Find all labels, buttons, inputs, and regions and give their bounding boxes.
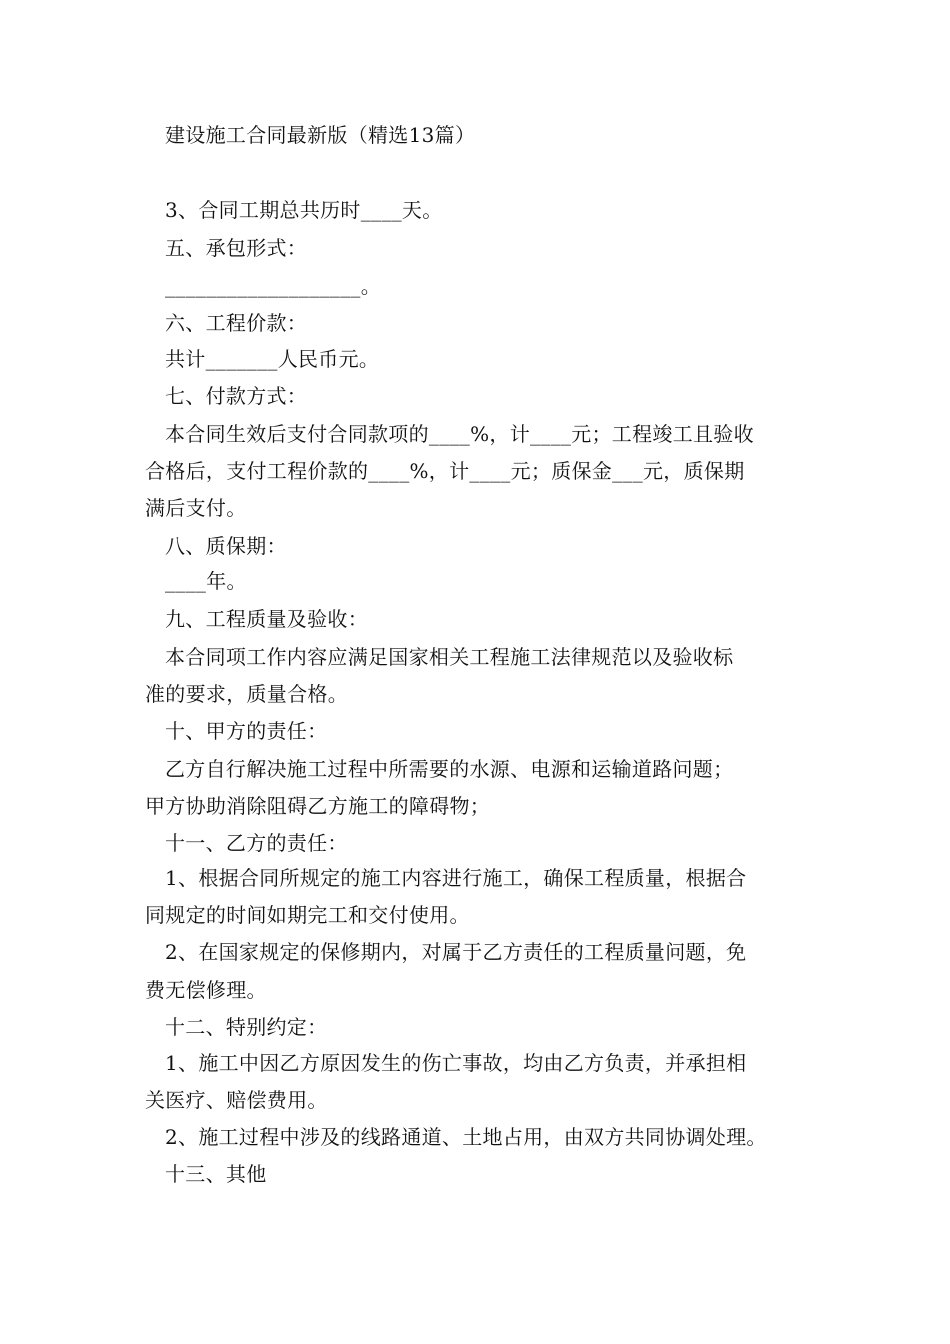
section-heading-warranty: 八、质保期： <box>165 534 287 558</box>
document-title: 建设施工合同最新版（精选13篇） <box>165 123 476 147</box>
clause-total-price: 共计_______人民币元。 <box>165 347 380 371</box>
blank-contract-form: ___________________。 <box>165 274 381 298</box>
paragraph-party-b-1-line-2: 同规定的时间如期完工和交付使用。 <box>145 903 470 927</box>
clause-duration: 3、合同工期总共历时____天。 <box>165 198 443 222</box>
section-heading-contract-form: 五、承包形式： <box>165 236 308 260</box>
section-heading-party-a: 十、甲方的责任： <box>165 719 328 743</box>
paragraph-party-b-2-line-1: 2、在国家规定的保修期内，对属于乙方责任的工程质量问题，免 <box>165 940 747 964</box>
paragraph-payment-line-2: 合格后，支付工程价款的____%，计____元；质保金___元，质保期 <box>145 459 745 483</box>
paragraph-special-2: 2、施工过程中涉及的线路通道、土地占用，由双方共同协调处理。 <box>165 1125 767 1149</box>
section-heading-other: 十三、其他 <box>165 1162 267 1186</box>
section-heading-special: 十二、特别约定： <box>165 1015 328 1039</box>
paragraph-special-1-line-1: 1、施工中因乙方原因发生的伤亡事故，均由乙方负责，并承担相 <box>165 1051 747 1075</box>
paragraph-party-a-line-1: 乙方自行解决施工过程中所需要的水源、电源和运输道路问题； <box>165 757 734 781</box>
paragraph-quality-line-2: 准的要求，质量合格。 <box>145 682 348 706</box>
section-heading-party-b: 十一、乙方的责任： <box>165 831 348 855</box>
section-heading-payment: 七、付款方式： <box>165 384 308 408</box>
paragraph-party-a-line-2: 甲方协助消除阻碍乙方施工的障碍物； <box>145 794 491 818</box>
paragraph-special-1-line-2: 关医疗、赔偿费用。 <box>145 1088 328 1112</box>
section-heading-quality: 九、工程质量及验收： <box>165 607 368 631</box>
section-heading-price: 六、工程价款： <box>165 311 308 335</box>
paragraph-quality-line-1: 本合同项工作内容应满足国家相关工程施工法律规范以及验收标 <box>165 645 734 669</box>
clause-warranty-years: ____年。 <box>165 569 247 593</box>
paragraph-party-b-2-line-2: 费无偿修理。 <box>145 978 267 1002</box>
paragraph-party-b-1-line-1: 1、根据合同所规定的施工内容进行施工，确保工程质量，根据合 <box>165 866 747 890</box>
paragraph-payment-line-1: 本合同生效后支付合同款项的____%，计____元；工程竣工且验收 <box>165 422 754 446</box>
paragraph-payment-line-3: 满后支付。 <box>145 496 247 520</box>
